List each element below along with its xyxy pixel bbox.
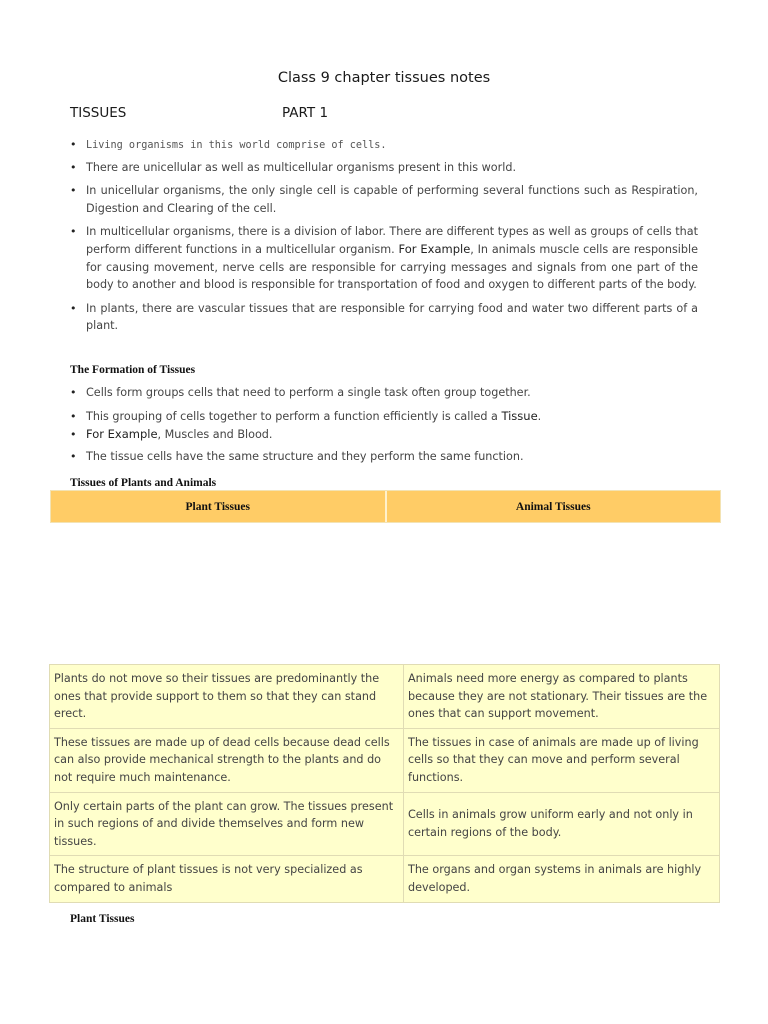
table-row <box>50 665 720 729</box>
table-cell: The structure of plant tissues is not very specialized as compared to animals <box>50 856 404 902</box>
table-cell: Plants do not move so their tissues are predominantly the ones that provide support to them so that they can stand erect. <box>50 665 404 729</box>
comparison-table-header <box>50 490 721 523</box>
formation-bullet-list <box>70 384 698 465</box>
table-row <box>50 792 720 856</box>
table-row <box>50 728 720 792</box>
table-row <box>50 856 720 902</box>
table-cell: These tissues are made up of dead cells because dead cells can also provide mechanical strength to the plants and do not require much maintenance. <box>50 728 404 792</box>
list-item: • In multicellular organisms, there is a division of labor. There are different types as well as groups of cells that perform different functions in a multicellular organism. For Example, In animals muscle cells are responsible for causing movement, nerve cells are responsible for carrying messages and signals from one part of the body to another and blood is responsible for transportation of food and oxygen to different parts of the body. <box>70 223 698 293</box>
comparison-heading: Tissues of Plants and Animals <box>70 477 217 489</box>
list-item: • For Example, Muscles and Blood. <box>70 426 698 444</box>
list-item: • The tissue cells have the same structure and they perform the same function. <box>70 448 698 466</box>
intro-bullet-list <box>70 136 698 335</box>
formation-heading: The Formation of Tissues <box>70 364 196 376</box>
emphasis-text: For Example <box>86 427 158 442</box>
table-cell: The organs and organ systems in animals are highly developed. <box>404 856 720 902</box>
page-title: Class 9 chapter tissues notes <box>277 70 491 86</box>
table-cell: Only certain parts of the plant can grow. The tissues present in such regions of and divide themselves and form new tissues. <box>50 792 404 856</box>
list-item: • In unicellular organisms, the only single cell is capable of performing several functions such as Respiration, Digestion and Clearing of the cell. <box>70 182 698 217</box>
emphasis-text: Tissue <box>501 408 538 423</box>
list-item: • This grouping of cells together to perform a function efficiently is called a Tissue. <box>70 408 698 426</box>
comparison-table <box>49 664 720 903</box>
table-cell: Cells in animals grow uniform early and not only in certain regions of the body. <box>404 792 720 856</box>
table-cell: Animals need more energy as compared to plants because they are not stationary. Their tissues are the ones that can support movement. <box>404 665 720 729</box>
column-header-plant: Plant Tissues <box>51 491 387 522</box>
list-item: • Cells form groups cells that need to perform a single task often group together. <box>70 384 698 402</box>
list-item: • In plants, there are vascular tissues that are responsible for carrying food and water two different parts of a plant. <box>70 300 698 335</box>
plant-tissues-heading: Plant Tissues <box>70 913 135 925</box>
list-item: • There are unicellular as well as multicellular organisms present in this world. <box>70 159 698 177</box>
table-cell: The tissues in case of animals are made up of living cells so that they can move and perform several functions. <box>404 728 720 792</box>
list-item: • Living organisms in this world comprise of cells. <box>70 136 698 155</box>
column-header-animal: Animal Tissues <box>515 500 591 513</box>
emphasis-text: For Example <box>398 241 471 256</box>
part-label: PART 1 <box>282 105 329 121</box>
section-heading: TISSUES <box>70 105 127 121</box>
